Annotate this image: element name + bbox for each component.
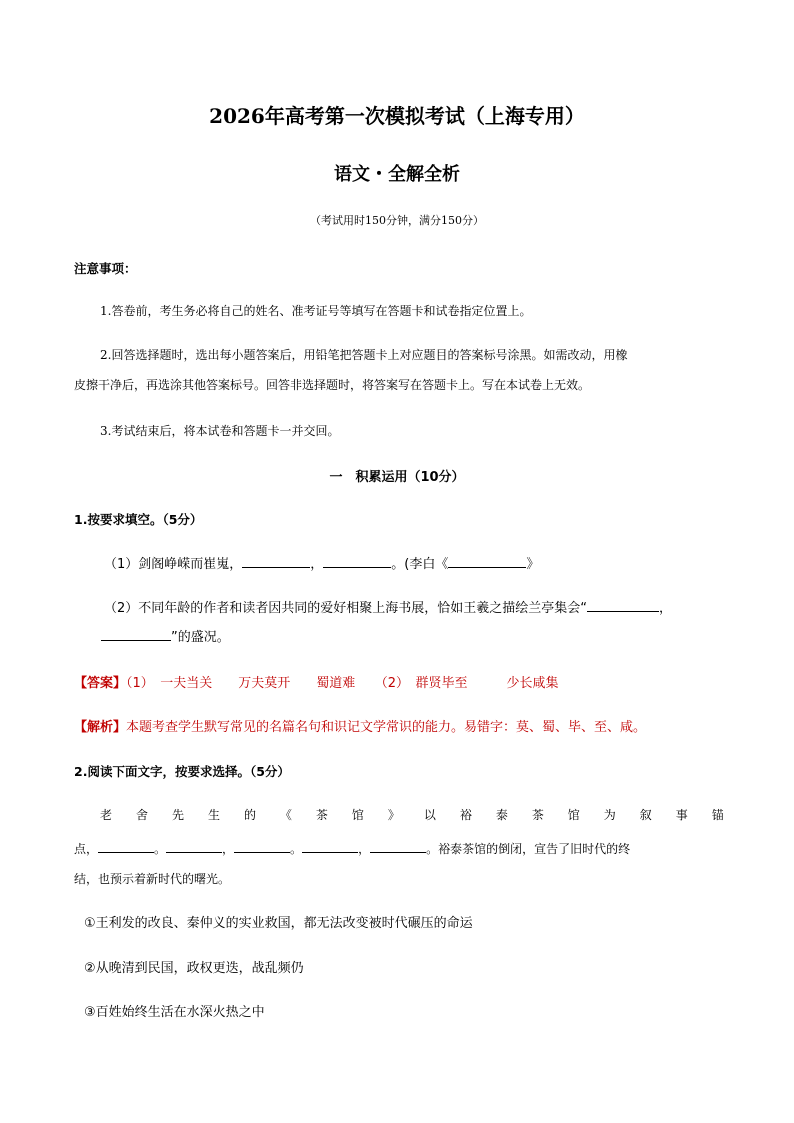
- passage-char: 锚: [711, 808, 724, 822]
- notes-heading: 注意事项：: [74, 261, 137, 276]
- passage-text: 。裕泰茶馆的倒闭，宣告了旧时代的终: [426, 842, 631, 856]
- page-title: 2026年高考第一次模拟考试（上海专用）: [209, 104, 585, 128]
- question-1-part-2-line-1: [104, 597, 672, 616]
- passage-char: 的: [243, 808, 256, 822]
- question-2-stem: 2.阅读下面文字，按要求选择。（5分）: [74, 764, 290, 779]
- notes-item-2-line-1: 2.回答选择题时，选出每小题答案后，用铅笔把答题卡上对应题目的答案标号涂黑。如需改动，用橡: [100, 348, 628, 362]
- passage-char: 泰: [495, 808, 508, 822]
- answer-text: （1） 一夫当关 万夫莫开 蜀道难 （2） 群贤毕至 少长咸集: [126, 676, 559, 691]
- question-1-answer: [74, 672, 559, 691]
- page-subtitle: 语文・全解全析: [334, 164, 460, 185]
- passage-punct: ，: [222, 842, 235, 856]
- passage-char: 茶: [531, 808, 544, 822]
- answer-blank: [302, 839, 358, 853]
- passage-char: 茶: [315, 808, 328, 822]
- question-2-option-2: ②从晚清到民国，政权更迭，战乱频仍: [84, 961, 304, 976]
- passage-char: 生: [207, 808, 220, 822]
- exam-time-note: （考试用时150分钟，满分150分）: [310, 214, 484, 227]
- passage-char: 为: [603, 808, 616, 822]
- question-1-part-1-text-a: （1）剑阁峥嵘而崔嵬，: [104, 557, 243, 572]
- question-1-stem: 1.按要求填空。（5分）: [74, 512, 203, 527]
- question-2-option-3: ③百姓始终生活在水深火热之中: [84, 1005, 265, 1020]
- question-1-part-2-sep: ，: [659, 601, 673, 616]
- answer-blank: [242, 554, 310, 568]
- passage-char: 事: [675, 808, 688, 822]
- passage-punct: ，: [358, 842, 371, 856]
- passage-char: 馆: [351, 808, 364, 822]
- answer-blank: [587, 598, 659, 612]
- passage-char: 《: [279, 808, 292, 822]
- question-2-passage-line-3: 结，也预示着新时代的曙光。: [74, 872, 231, 886]
- notes-item-3: 3.考试结束后，将本试卷和答题卡一并交回。: [100, 424, 340, 438]
- passage-text: 点，: [74, 842, 99, 856]
- question-1-analysis: [74, 716, 646, 735]
- answer-blank: [370, 839, 426, 853]
- passage-char: 》: [387, 808, 400, 822]
- notes-item-2-line-2: 皮擦干净后，再选涂其他答案标号。回答非选择题时，将答案写在答题卡上。写在本试卷上无效。: [74, 378, 591, 392]
- passage-char: 以: [423, 808, 436, 822]
- question-2-passage-line-2: [74, 839, 630, 857]
- answer-label: 【答案】: [74, 676, 127, 691]
- question-1-part-1: [104, 553, 539, 572]
- question-2-passage-line-1: [100, 806, 724, 823]
- analysis-text: 本题考查学生默写常见的名篇名句和识记文学常识的能力。易错字：莫、蜀、毕、至、咸。: [126, 720, 647, 735]
- notes-item-1: 1.答卷前，考生务必将自己的姓名、准考证号等填写在答题卡和试卷指定位置上。: [100, 304, 532, 318]
- answer-blank: [98, 839, 154, 853]
- question-1-part-2-line-2: [101, 626, 230, 645]
- analysis-label: 【解析】: [74, 720, 127, 735]
- answer-blank: [166, 839, 222, 853]
- passage-char: 馆: [567, 808, 580, 822]
- answer-blank: [101, 627, 171, 641]
- passage-char: 老: [100, 808, 113, 822]
- answer-blank: [323, 554, 391, 568]
- question-1-part-2-text-a: （2）不同年龄的作者和读者因共同的爱好相聚上海书展，恰如王羲之描绘兰亭集会“: [104, 601, 588, 616]
- question-2-option-1: ①王利发的改良、秦仲义的实业救国，都无法改变被时代碾压的命运: [84, 916, 473, 931]
- passage-char: 舍: [135, 808, 148, 822]
- question-1-part-2-text-b: ”的盛况。: [171, 630, 230, 645]
- question-1-part-1-sep: ，: [310, 557, 324, 572]
- passage-char: 先: [171, 808, 184, 822]
- passage-punct: 。: [154, 842, 167, 856]
- passage-punct: 。: [290, 842, 303, 856]
- question-1-part-1-text-b: 。(李白《: [391, 557, 449, 572]
- passage-char: 裕: [459, 808, 472, 822]
- passage-char: 叙: [639, 808, 652, 822]
- section-title-1: 一 积累运用（10分）: [329, 470, 465, 485]
- answer-blank: [448, 554, 526, 568]
- question-1-part-1-text-c: 》: [526, 557, 540, 572]
- answer-blank: [234, 839, 290, 853]
